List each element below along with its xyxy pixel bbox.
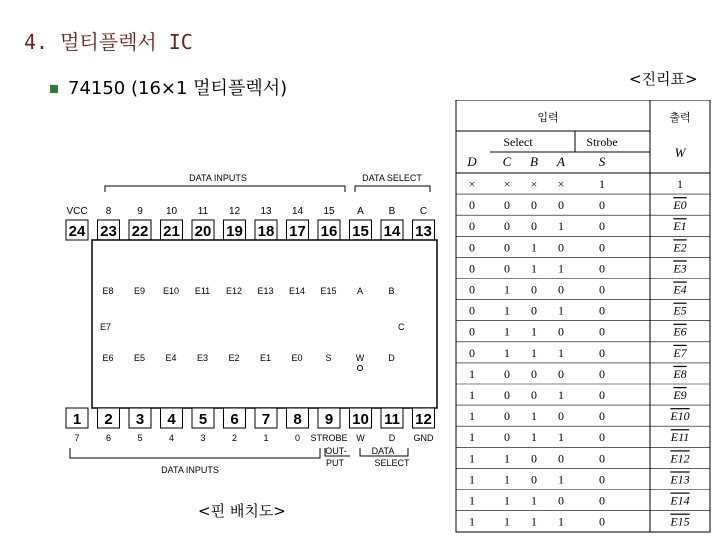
top-pin-number: 24 (68, 223, 86, 240)
top-pin-name: 9 (137, 206, 143, 217)
table-cell: 0 (599, 430, 605, 445)
bottom-pin-number: 7 (261, 411, 271, 428)
top-pin-name: A (357, 206, 364, 217)
table-cell: E9 (673, 388, 687, 402)
table-cell: E11 (670, 430, 690, 445)
truth-table-caption: <진리표> (629, 70, 698, 88)
bottom-pin-number: 3 (135, 411, 145, 428)
inner-bottom-label: E0 (291, 353, 303, 363)
inner-bottom-label: E2 (228, 353, 240, 363)
bottom-pin-number: 2 (104, 411, 113, 428)
top-pin-number: 21 (163, 223, 180, 240)
table-cell: 0 (469, 324, 475, 339)
table-cell: 0 (599, 472, 605, 487)
top-pin-name: 13 (260, 206, 272, 217)
table-cell: 1 (504, 345, 510, 360)
top-pin-name: 14 (291, 206, 304, 217)
table-cell: 1 (558, 261, 564, 276)
table-cell: 0 (504, 366, 510, 381)
bottom-pin-name: 0 (294, 433, 301, 443)
table-cell: 0 (599, 388, 605, 402)
top-data-select-label: DATA SELECT (362, 173, 422, 183)
table-cell: 0 (504, 388, 510, 402)
inner-bottom-label: E5 (133, 353, 146, 363)
table-cell: 0 (469, 240, 475, 255)
output-label-line2: PUT (326, 458, 344, 468)
table-cell: 0 (558, 282, 564, 297)
inner-bottom-label: D (388, 353, 395, 363)
bottom-pin-name: GND (413, 433, 434, 443)
top-pin-number: 14 (383, 223, 401, 240)
bottom-pin-number: 4 (167, 411, 176, 428)
table-cell: 1 (504, 303, 510, 318)
table-cell: 0 (469, 345, 475, 360)
bottom-pin-number: 9 (324, 411, 334, 428)
inner-top-label: A (356, 286, 364, 296)
table-cell: 0 (558, 324, 564, 339)
inner-bottom-label: S (325, 353, 332, 363)
table-cell: 0 (599, 219, 605, 234)
inner-bottom-label: E6 (102, 353, 114, 363)
bottom-pin-number: 11 (384, 411, 400, 428)
table-cell: 0 (504, 261, 510, 276)
table-cell: 1 (469, 514, 475, 529)
table-cell: 0 (599, 345, 605, 360)
table-cell: 0 (599, 240, 605, 255)
table-cell: E3 (673, 261, 687, 276)
table-cell: 1 (599, 177, 605, 191)
table-cell: 0 (531, 282, 537, 297)
top-pin-name: 11 (197, 206, 209, 217)
table-cell: 0 (599, 198, 605, 213)
table-cell: 1 (558, 388, 564, 402)
table-cell: 1 (531, 240, 537, 255)
bottom-pin-number: 1 (72, 411, 82, 428)
inner-top-label: E14 (288, 286, 306, 296)
table-cell: 0 (504, 198, 510, 213)
top-pin-number: 19 (226, 223, 243, 240)
table-cell: 0 (469, 282, 475, 297)
table-cell: 0 (558, 451, 564, 466)
table-cell: E8 (673, 366, 687, 381)
table-cell: 1 (504, 324, 510, 339)
top-pin-name: 8 (105, 206, 112, 217)
top-pin-number: 16 (320, 223, 338, 240)
top-pin-number: 18 (257, 223, 275, 240)
table-frame (456, 100, 710, 532)
inner-c-label: C (398, 322, 405, 332)
table-cell: 1 (469, 366, 475, 381)
top-pin-name: 12 (228, 206, 241, 217)
table-cell: E15 (670, 514, 690, 529)
table-cell: 0 (531, 388, 537, 402)
data-inputs-bracket-top (105, 186, 345, 192)
table-cell: 0 (504, 240, 510, 255)
bottom-pin-name: 7 (74, 433, 80, 443)
table-cell: 0 (558, 493, 564, 508)
bottom-pin-number: 6 (230, 411, 239, 428)
top-pin-number: 15 (352, 223, 369, 240)
inner-top-label: E9 (133, 286, 146, 296)
table-cell: 0 (504, 430, 510, 445)
top-pin-name: B (388, 206, 396, 217)
table-cell: 1 (677, 177, 683, 191)
table-cell: 0 (599, 261, 605, 276)
table-cell: 1 (558, 219, 564, 234)
table-cell: 0 (504, 219, 510, 234)
inner-bottom-label: E3 (196, 353, 209, 363)
table-cell: 0 (531, 366, 537, 381)
top-pin-number: 20 (194, 223, 212, 240)
inner-bottom-label: E1 (259, 353, 272, 363)
top-data-inputs-label: DATA INPUTS (189, 173, 247, 183)
table-cell: × (530, 177, 538, 191)
top-pin-number: 23 (100, 223, 117, 240)
table-cell: 0 (558, 409, 564, 424)
table-cell: E2 (673, 240, 687, 255)
table-cell: 1 (504, 472, 510, 487)
table-cell: 0 (599, 324, 605, 339)
table-cell: E14 (670, 493, 690, 508)
table-cell: 0 (599, 514, 605, 529)
bottom-pin-number: 8 (293, 411, 302, 428)
table-cell: × (503, 177, 511, 191)
table-cell: E13 (670, 472, 690, 487)
col-d: D (467, 154, 477, 169)
table-cell: 1 (558, 472, 564, 487)
bottom-pin-name: 1 (263, 433, 269, 443)
table-cell: 0 (469, 303, 475, 318)
bottom-pin-name: D (388, 433, 396, 443)
subtitle-text: 74150 (16×1 멀티플렉서) (68, 78, 288, 99)
table-cell: E1 (673, 219, 687, 234)
inner-top-label: E8 (102, 286, 114, 296)
bottom-pin-name: W (356, 433, 365, 443)
top-pin-name: 15 (323, 206, 335, 217)
data-select-bracket-top (355, 186, 430, 192)
inner-bottom-label: E4 (165, 353, 177, 363)
top-pin-name: VCC (66, 206, 88, 217)
header-select: Select (503, 135, 533, 149)
select-label-line1: DATA (371, 446, 395, 456)
inner-top-label: E10 (162, 286, 180, 296)
table-cell: 0 (599, 451, 605, 466)
pinout-caption: <핀 배치도> (198, 502, 286, 520)
table-cell: 1 (531, 430, 537, 445)
table-cell: 0 (599, 366, 605, 381)
col-a: A (557, 154, 565, 169)
data-inputs-bracket-bottom (70, 448, 320, 458)
bottom-pin-name: 6 (105, 433, 112, 443)
table-cell: 1 (531, 324, 537, 339)
table-cell: 0 (469, 261, 475, 276)
table-cell: 0 (599, 282, 605, 297)
col-s: S (598, 154, 606, 169)
bottom-pin-name: 3 (200, 433, 206, 443)
top-pin-number: 17 (289, 223, 306, 240)
bottom-pin-name: 2 (231, 433, 238, 443)
bottom-pin-number: 5 (198, 411, 208, 428)
bottom-pin-name: 4 (168, 433, 175, 443)
table-cell: 0 (531, 472, 537, 487)
table-cell: E5 (673, 303, 687, 318)
top-pin-name: C (419, 206, 428, 217)
table-cell: 1 (531, 345, 537, 360)
inner-bottom-label: W (355, 353, 365, 363)
w-inverter-bubble (358, 366, 363, 371)
table-cell: 1 (558, 303, 564, 318)
inner-top-label: E11 (194, 286, 211, 296)
bottom-pin-name: 5 (137, 433, 143, 443)
table-cell: 1 (469, 388, 475, 402)
table-cell: 1 (558, 345, 564, 360)
table-cell: 0 (558, 240, 564, 255)
table-cell: 1 (558, 430, 564, 445)
table-cell: 1 (531, 261, 537, 276)
inner-e7-label: E7 (100, 322, 112, 332)
table-cell: E6 (673, 324, 687, 339)
table-cell: E4 (673, 282, 687, 297)
bottom-pin-name: STROBE (310, 433, 348, 443)
table-cell: 1 (531, 493, 537, 508)
bottom-data-inputs-label: DATA INPUTS (161, 465, 219, 475)
col-c: C (502, 154, 512, 169)
output-label-line1: OUT- (325, 446, 347, 456)
table-cell: 0 (469, 219, 475, 234)
table-cell: 0 (599, 409, 605, 424)
table-cell: 1 (469, 430, 475, 445)
table-cell: 0 (531, 451, 537, 466)
table-cell: 0 (469, 198, 475, 213)
top-pin-number: 22 (131, 223, 149, 240)
table-cell: × (468, 177, 476, 191)
table-cell: 0 (599, 493, 605, 508)
select-label-line2: SELECT (374, 458, 410, 468)
chip-body (92, 240, 437, 408)
header-output: 출력 (669, 112, 691, 124)
table-cell: 1 (558, 514, 564, 529)
table-cell: 0 (504, 409, 510, 424)
top-pin-number: 13 (415, 223, 432, 240)
table-cell: 0 (558, 198, 564, 213)
table-cell: 1 (469, 472, 475, 487)
bottom-pin-number: 12 (415, 411, 432, 428)
table-cell: E10 (670, 409, 690, 424)
table-cell: 1 (504, 514, 510, 529)
table-cell: 0 (599, 303, 605, 318)
table-cell: 1 (469, 493, 475, 508)
header-strobe: Strobe (586, 135, 618, 149)
table-cell: 1 (504, 451, 510, 466)
table-cell: 1 (469, 409, 475, 424)
col-w: W (674, 145, 686, 160)
table-cell: E12 (670, 451, 690, 466)
header-input: 입력 (537, 112, 559, 124)
truth-table (450, 100, 720, 540)
inner-top-label: E15 (320, 286, 337, 296)
table-cell: 0 (531, 198, 537, 213)
page-title: 4. 멀티플렉서 IC (24, 30, 193, 54)
table-cell: E7 (673, 345, 687, 360)
table-cell: 1 (469, 451, 475, 466)
inner-top-label: E13 (257, 286, 274, 296)
table-cell: 1 (504, 493, 510, 508)
table-cell: 0 (558, 366, 564, 381)
table-cell: 1 (531, 514, 537, 529)
table-cell: 0 (531, 219, 537, 234)
bottom-pin-number: 10 (352, 411, 369, 428)
top-pin-name: 10 (165, 206, 178, 217)
col-b: B (530, 154, 538, 169)
inner-top-label: B (388, 286, 395, 296)
table-cell: 0 (531, 303, 537, 318)
table-cell: E0 (673, 198, 687, 213)
inner-top-label: E12 (225, 286, 243, 296)
table-cell: × (557, 177, 565, 191)
table-cell: 1 (504, 282, 510, 297)
table-cell: 1 (531, 409, 537, 424)
